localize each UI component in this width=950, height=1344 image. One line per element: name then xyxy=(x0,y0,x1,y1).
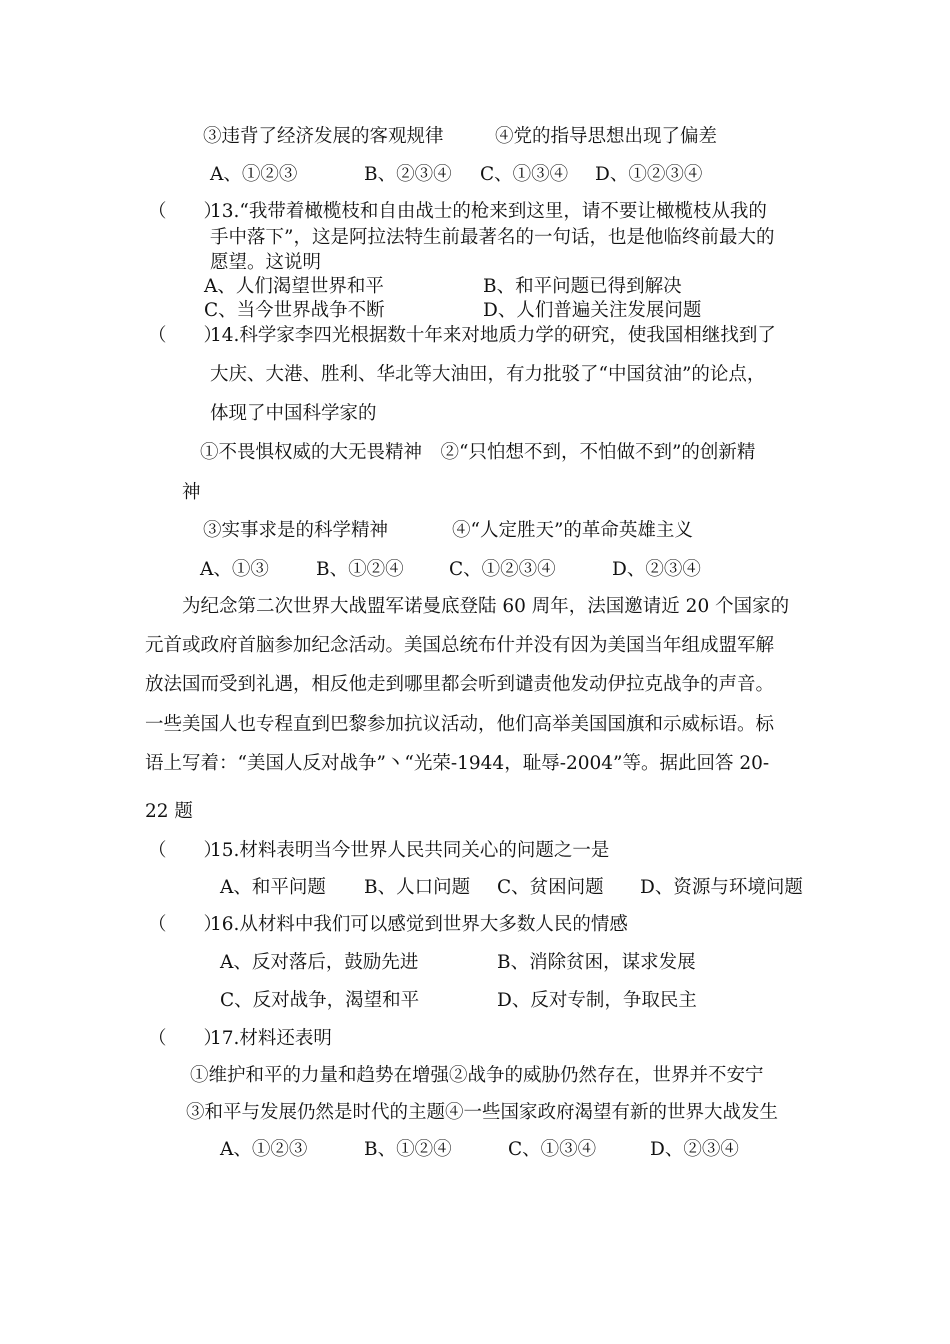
q14-answer-paren: （ ） xyxy=(148,325,223,346)
material-line-4: 一些美国人也专程直到巴黎参加抗议活动，他们高举美国国旗和示威标语。标 xyxy=(145,714,775,735)
q15-stem: 15.材料表明当今世界人民共同关心的问题之一是 xyxy=(210,840,610,861)
q14-stem-line-1: 14.科学家李四光根据数十年来对地质力学的研究，使我国相继找到了 xyxy=(210,325,776,346)
q14-items-1-2: ①不畏惧权威的大无畏精神 ②“只怕想不到，不怕做不到”的创新精 xyxy=(200,442,756,463)
material-line-3: 放法国而受到礼遇，相反他走到哪里都会听到谴责他发动伊拉克战争的声音。 xyxy=(145,674,775,695)
q16-option-c: C、反对战争，渴望和平 xyxy=(220,990,420,1011)
q14-option-c: C、①②③④ xyxy=(449,559,556,580)
q14-items-1-2-wrap: 神 xyxy=(182,482,201,503)
material-line-2: 元首或政府首脑参加纪念活动。美国总统布什并没有因为美国当年组成盟军解 xyxy=(145,635,775,656)
q16-option-d: D、反对专制，争取民主 xyxy=(497,990,697,1011)
q17-items-3-4: ③和平与发展仍然是时代的主题④一些国家政府渴望有新的世界大战发生 xyxy=(186,1102,779,1123)
q14-option-d: D、②③④ xyxy=(612,559,701,580)
q17-option-d: D、②③④ xyxy=(650,1139,739,1160)
q15-option-c: C、贫困问题 xyxy=(497,877,604,898)
q12-item-3: ③违背了经济发展的客观规律 xyxy=(203,126,444,147)
q13-option-d: D、人们普遍关注发展问题 xyxy=(483,300,702,321)
q16-option-a: A、反对落后，鼓励先进 xyxy=(220,952,419,973)
q17-stem: 17.材料还表明 xyxy=(210,1028,332,1049)
q15-option-b: B、人口问题 xyxy=(364,877,471,898)
q15-option-d: D、资源与环境问题 xyxy=(640,877,803,898)
q16-option-b: B、消除贫困，谋求发展 xyxy=(497,952,696,973)
q12-option-b: B、②③④ xyxy=(364,164,452,185)
material-line-1: 为纪念第二次世界大战盟军诺曼底登陆 60 周年，法国邀请近 20 个国家的 xyxy=(182,596,790,617)
q13-stem-line-3: 愿望。这说明 xyxy=(210,252,322,273)
q15-option-a: A、和平问题 xyxy=(220,877,326,898)
q13-answer-paren: （ ） xyxy=(148,201,223,222)
q13-option-b: B、和平问题已得到解决 xyxy=(483,276,682,297)
q16-answer-paren: （ ） xyxy=(148,914,223,935)
q12-option-c: C、①③④ xyxy=(480,164,569,185)
material-line-5: 语上写着：“美国人反对战争”丶“光荣-1944，耻辱-2004”等。据此回答 20- xyxy=(145,753,770,774)
q13-stem-line-2: 手中落下”，这是阿拉法特生前最著名的一句话，也是他临终前最大的 xyxy=(210,227,775,248)
q13-stem-line-1: 13.“我带着橄榄枝和自由战士的枪来到这里，请不要让橄榄枝从我的 xyxy=(210,201,767,222)
q17-option-c: C、①③④ xyxy=(508,1139,597,1160)
q15-answer-paren: （ ） xyxy=(148,840,223,861)
q17-option-a: A、①②③ xyxy=(220,1139,308,1160)
q17-option-b: B、①②④ xyxy=(364,1139,452,1160)
q12-option-d: D、①②③④ xyxy=(595,164,703,185)
q14-option-a: A、①③ xyxy=(200,559,269,580)
q13-option-a: A、人们渴望世界和平 xyxy=(204,276,384,297)
q14-stem-line-3: 体现了中国科学家的 xyxy=(210,403,377,424)
q12-item-4: ④党的指导思想出现了偏差 xyxy=(495,126,718,147)
q16-stem: 16.从材料中我们可以感觉到世界大多数人民的情感 xyxy=(210,914,628,935)
q13-option-c: C、当今世界战争不断 xyxy=(204,300,385,321)
material-line-6: 22 题 xyxy=(145,801,193,822)
q17-answer-paren: （ ） xyxy=(148,1028,223,1049)
q12-option-a: A、①②③ xyxy=(210,164,298,185)
q14-option-b: B、①②④ xyxy=(316,559,404,580)
q14-item-4: ④“人定胜天”的革命英雄主义 xyxy=(452,520,693,541)
q14-item-3: ③实事求是的科学精神 xyxy=(203,520,389,541)
q17-items-1-2: ①维护和平的力量和趋势在增强②战争的威胁仍然存在，世界并不安宁 xyxy=(190,1065,764,1086)
q14-stem-line-2: 大庆、大港、胜利、华北等大油田，有力批驳了“中国贫油”的论点， xyxy=(210,364,766,385)
